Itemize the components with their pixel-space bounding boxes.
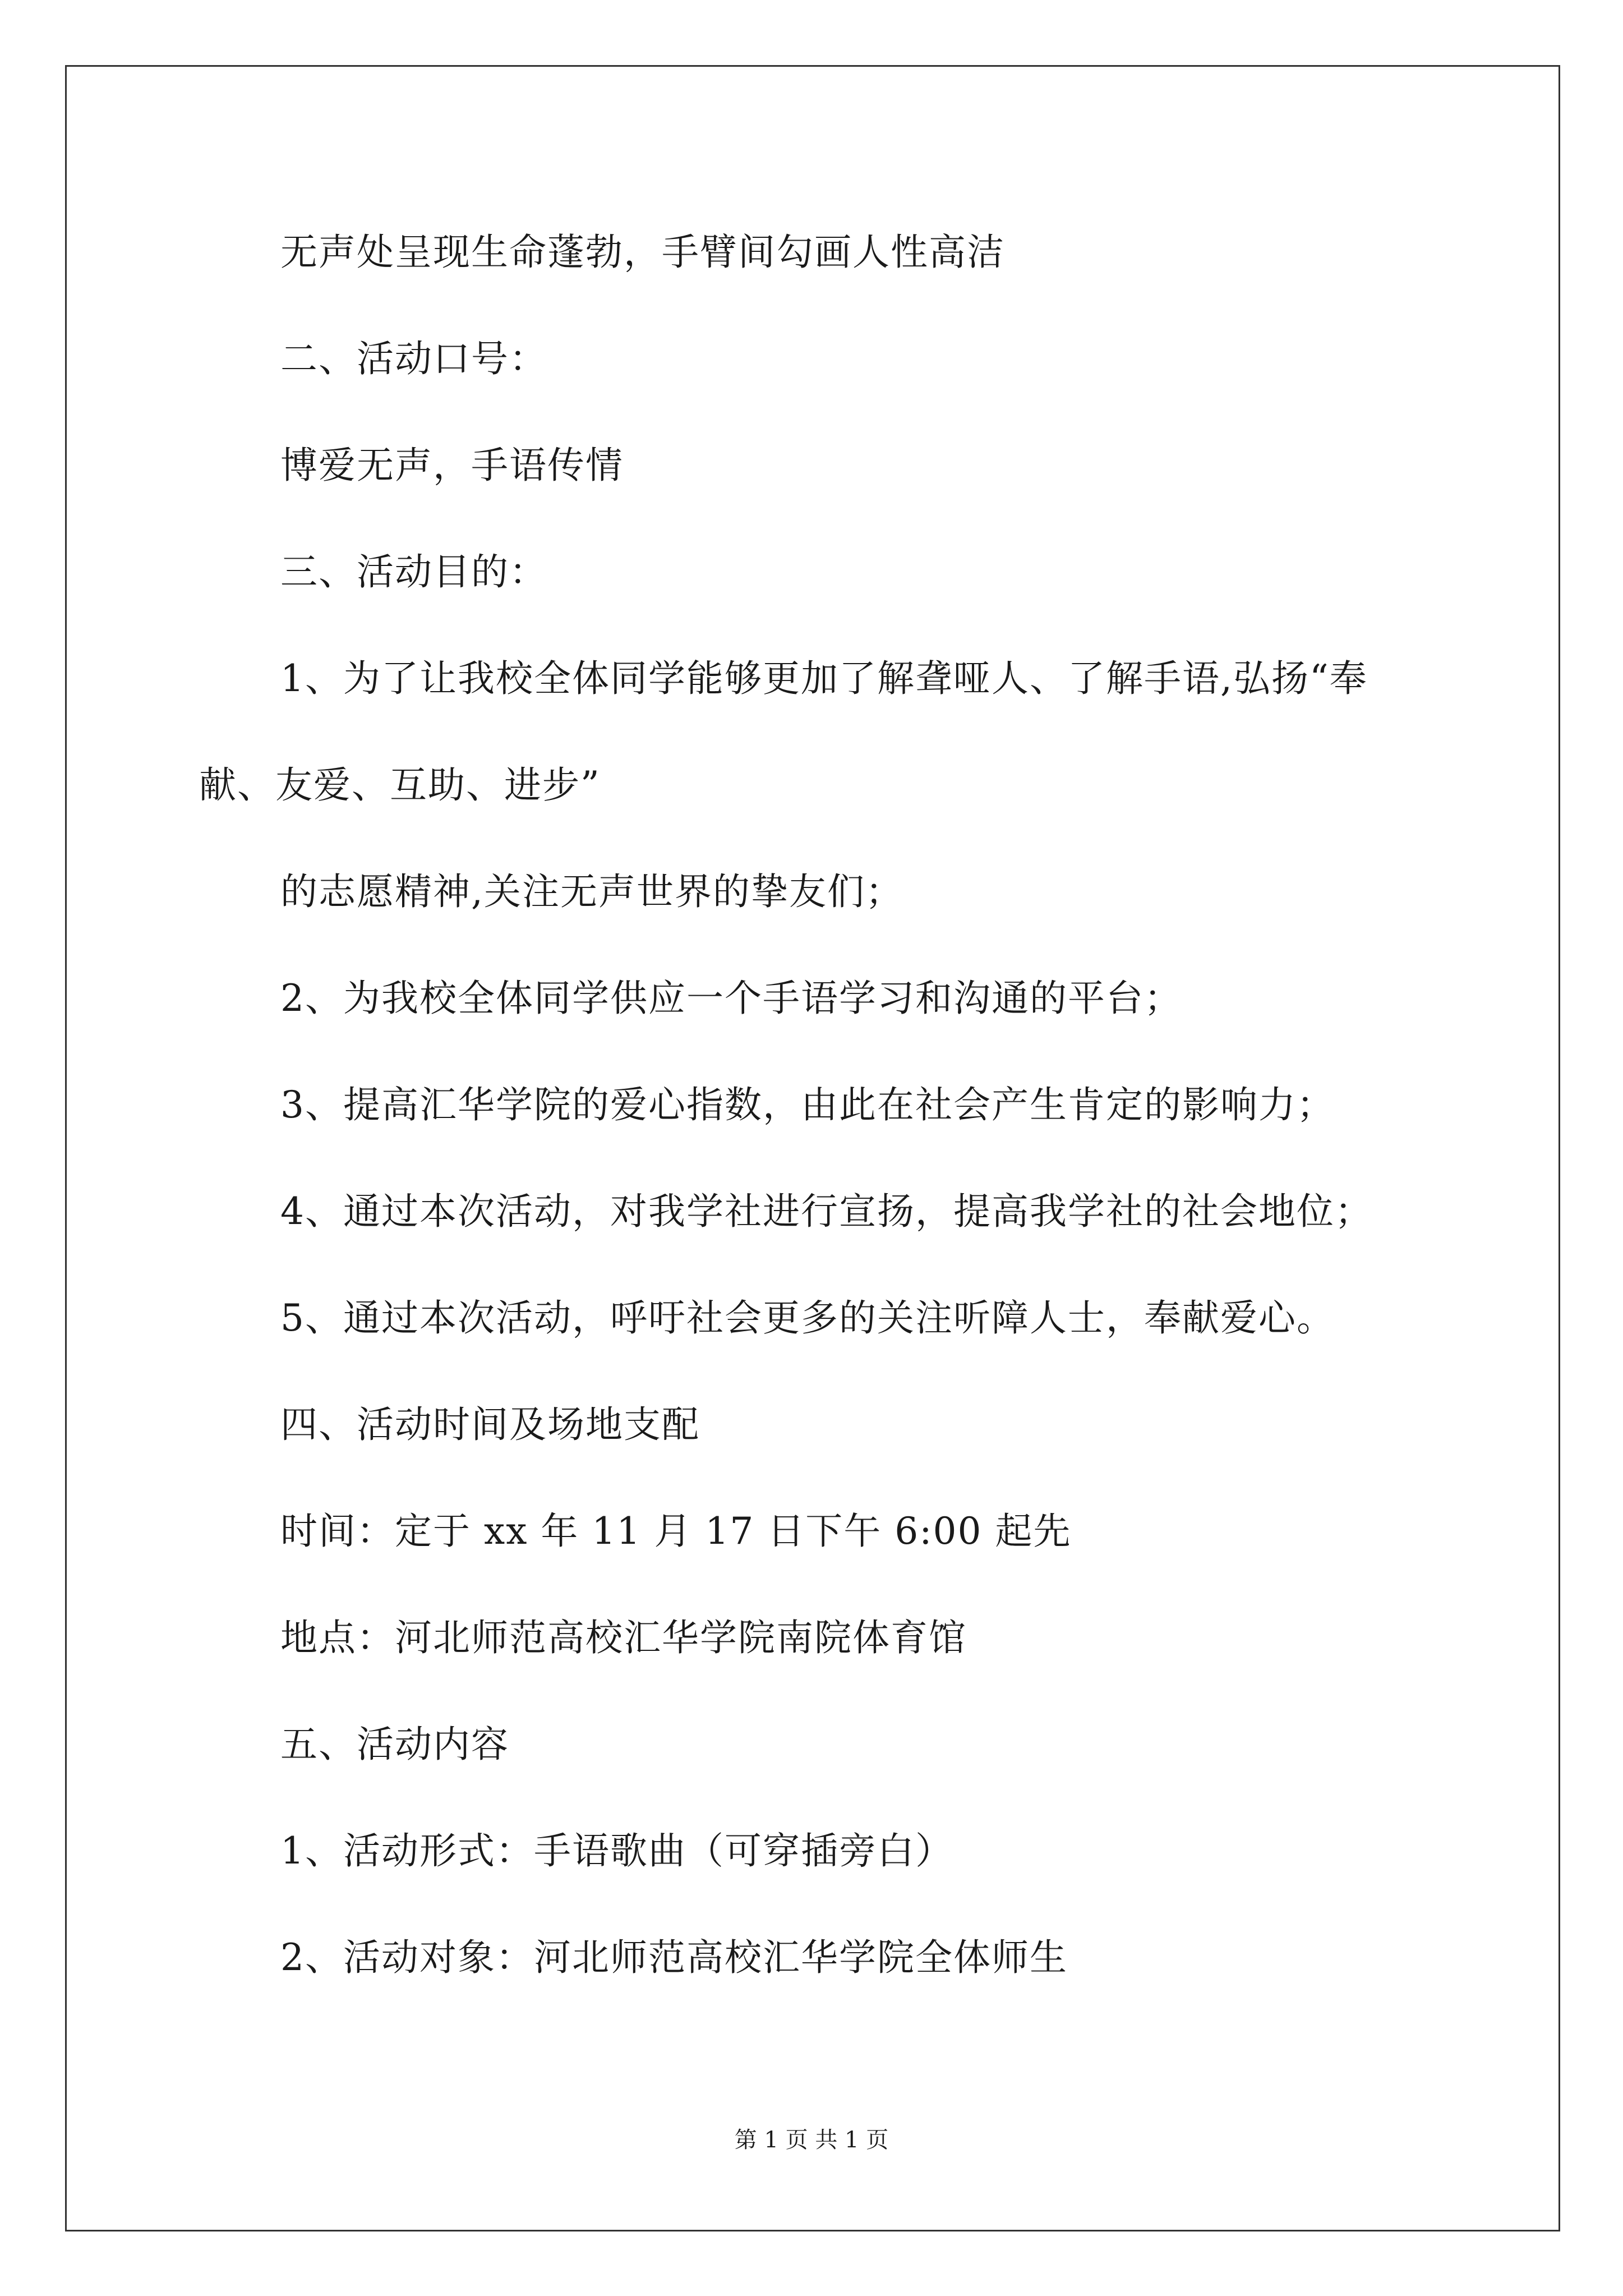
page-footer: 第 1 页 共 1 页 bbox=[734, 2127, 889, 2153]
section-heading-purpose: 三、活动目的： bbox=[280, 550, 547, 593]
page-border bbox=[65, 65, 1560, 2231]
purpose-item-1-line-3: 的志愿精神,关注无声世界的挚友们； bbox=[280, 870, 903, 913]
content-item-form: 1、活动形式：手语歌曲（可穿插旁白） bbox=[280, 1829, 953, 1872]
section-heading-slogan: 二、活动口号： bbox=[280, 337, 547, 380]
purpose-item-1-line-1: 1、为了让我校全体同学能够更加了解聋哑人、了解手语,弘扬“奉 bbox=[280, 657, 1368, 700]
event-time: 时间：定于 xx 年 11 月 17 日下午 6:00 起先 bbox=[280, 1510, 1072, 1553]
purpose-item-5: 5、通过本次活动，呼吁社会更多的关注听障人士，奉献爱心。 bbox=[280, 1296, 1335, 1340]
paragraph-line-1: 无声处呈现生命蓬勃，手臂间勾画人性高洁 bbox=[280, 231, 1005, 274]
event-venue: 地点：河北师范高校汇华学院南院体育馆 bbox=[280, 1616, 967, 1659]
purpose-item-3: 3、提高汇华学院的爱心指数，由此在社会产生肯定的影响力； bbox=[280, 1083, 1335, 1126]
section-heading-content: 五、活动内容 bbox=[280, 1723, 509, 1766]
purpose-item-1-line-2: 献、友爱、互助、进步” bbox=[199, 763, 601, 807]
purpose-item-2: 2、为我校全体同学供应一个手语学习和沟通的平台； bbox=[280, 977, 1182, 1020]
content-item-audience: 2、活动对象：河北师范高校汇华学院全体师生 bbox=[280, 1936, 1068, 1979]
section-heading-time-venue: 四、活动时间及场地支配 bbox=[280, 1403, 700, 1446]
purpose-item-4: 4、通过本次活动，对我学社进行宣扬，提高我学社的社会地位； bbox=[280, 1190, 1373, 1233]
slogan-text: 博爱无声，手语传情 bbox=[280, 444, 624, 487]
